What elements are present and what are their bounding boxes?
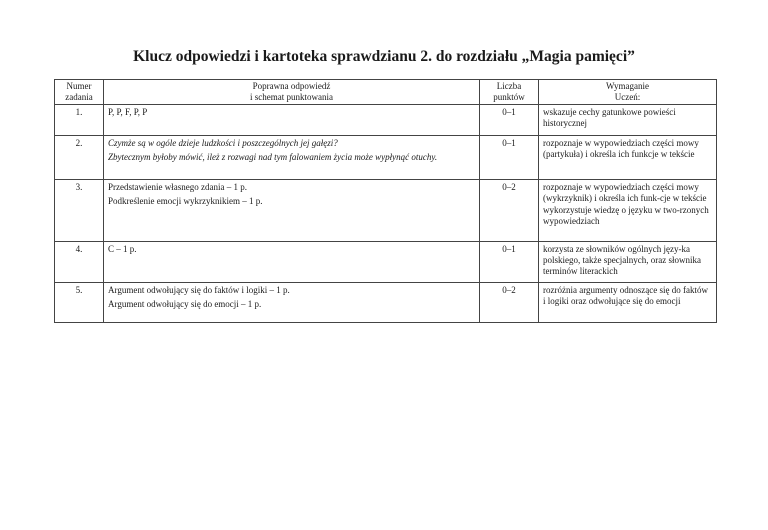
requirement-cell <box>539 180 717 242</box>
task-number: 4. <box>55 242 104 283</box>
requirement-cell <box>539 242 717 283</box>
task-number: 3. <box>55 180 104 242</box>
answer-cell <box>104 242 480 283</box>
document-title: Klucz odpowiedzi i kartoteka sprawdzianu 2. do rozdziału „Magia pamięci” <box>133 48 635 65</box>
points-cell: 0–1 <box>480 242 539 283</box>
task-number: 2. <box>55 136 104 180</box>
answer-text: Argument odwołujący się do emocji – 1 p. <box>108 299 262 309</box>
table-row <box>55 105 717 136</box>
requirement-text: rozróżnia argumenty odnoszące się do faktów i logiki oraz odwołujące się do emocji <box>543 285 709 306</box>
table-row <box>55 242 717 283</box>
header-correct-answer: Poprawna odpowiedź i schemat punktowania <box>104 80 480 105</box>
answer-key-table <box>54 79 717 323</box>
answer-text: Zbytecznym byłoby mówić, ileż z rozwagi nad tym falowaniem życia może wypłynąć otuchy. <box>108 152 438 162</box>
requirement-cell <box>539 136 717 180</box>
answer-text: Czymże są w ogóle dzieje ludzkości i poszczególnych jej gałęzi? <box>108 138 338 148</box>
table-row <box>55 136 717 180</box>
task-number: 1. <box>55 105 104 136</box>
answer-text: P, P, F, P, P <box>108 107 148 117</box>
points-cell: 0–1 <box>480 136 539 180</box>
answer-text: C – 1 p. <box>108 244 137 254</box>
points-cell: 0–2 <box>480 283 539 323</box>
points-cell: 0–2 <box>480 180 539 242</box>
table-header-row <box>55 80 717 105</box>
requirement-text: rozpoznaje w wypowiedziach części mowy (partykuła) i określa ich funkcje w tekście <box>543 138 699 159</box>
requirement-text: wykorzystuje wiedzę o języku w two-rzonych wypowiedziach <box>543 205 709 226</box>
requirement-text: rozpoznaje w wypowiedziach części mowy (wykrzyknik) i określa ich funk-cje w tekście <box>543 182 707 203</box>
answer-cell <box>104 283 480 323</box>
answer-cell <box>104 105 480 136</box>
requirement-cell <box>539 105 717 136</box>
table-row <box>55 180 717 242</box>
answer-text: Podkreślenie emocji wykrzyknikiem – 1 p. <box>108 196 263 206</box>
answer-text: Przedstawienie własnego zdania – 1 p. <box>108 182 247 192</box>
header-points: Liczba punktów <box>480 80 539 105</box>
task-number: 5. <box>55 283 104 323</box>
requirement-text: wskazuje cechy gatunkowe powieści historycznej <box>543 107 676 128</box>
points-cell: 0–1 <box>480 105 539 136</box>
requirement-cell <box>539 283 717 323</box>
table-row <box>55 283 717 323</box>
header-task-number: Numer zadania <box>55 80 104 105</box>
header-requirement: Wymaganie Uczeń: <box>539 80 717 105</box>
requirement-text: korzysta ze słowników ogólnych języ-ka polskiego, także specjalnych, oraz słownika terminów literackich <box>543 244 701 276</box>
answer-cell <box>104 180 480 242</box>
answer-cell <box>104 136 480 180</box>
answer-text: Argument odwołujący się do faktów i logiki – 1 p. <box>108 285 290 295</box>
